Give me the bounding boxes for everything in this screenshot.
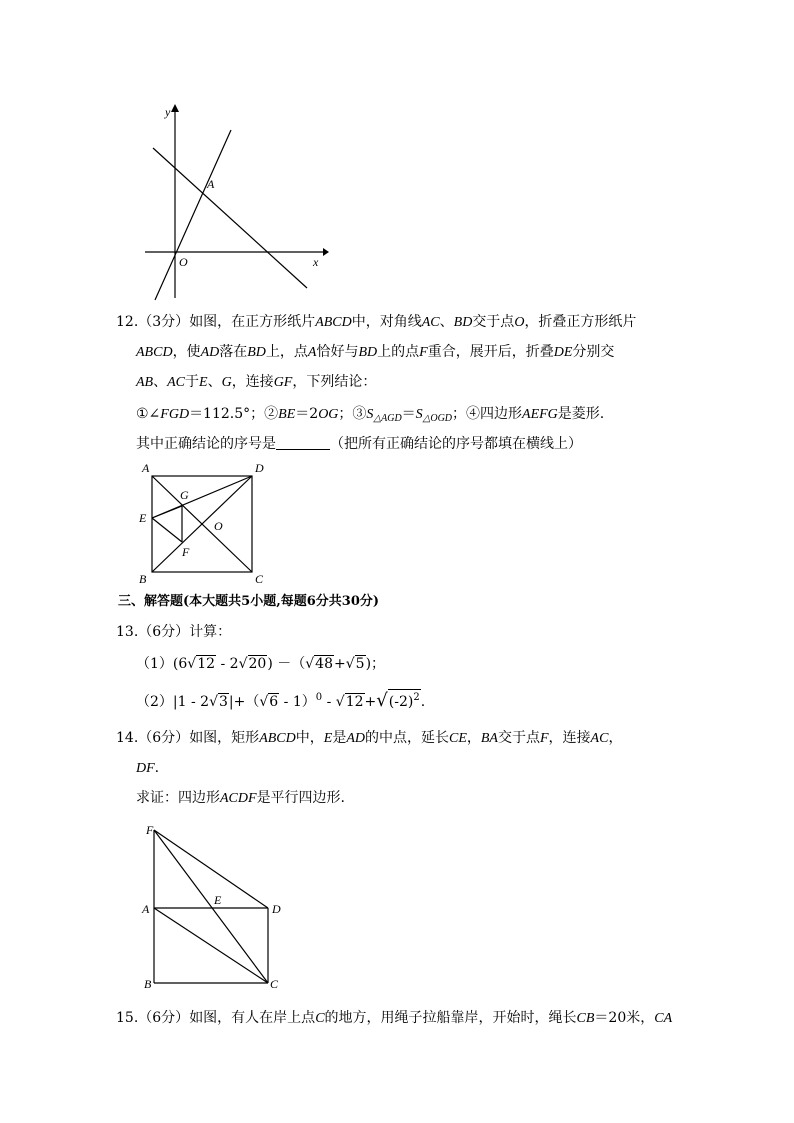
segment-eg [152,506,182,518]
label-o: O [214,519,223,533]
label-g: G [180,488,189,502]
coordinate-figure [135,100,335,305]
label-d: D [255,461,264,475]
q14-line-1: 14.（6分）如图，矩形ABCD中，E是AD的中点，延长CE，BA交于点F，连接AC， [116,730,623,746]
q12-line-1: 12.（3分）如图，在正方形纸片ABCD中，对角线AC、BD交于点O，折叠正方形纸片 [116,314,637,330]
label-a: A [142,461,150,475]
q15-line-1: 15.（6分）如图，有人在岸上点C的地方，用绳子拉船靠岸，开始时，绳长CB＝20米，CA [116,1010,673,1026]
segment-fc [154,830,268,983]
q12-line-2: ABCD，使AD落在BD上，点A恰好与BD上的点F重合，展开后，折叠DE分别交 [136,344,615,360]
segment-ac [154,908,268,983]
q12-line-5: 其中正确结论的序号是 （把所有正确结论的序号都填在横线上） [136,436,582,452]
label-b: B [144,977,152,991]
answer-blank[interactable] [276,435,330,450]
label-d: D [272,902,281,916]
label-f: F [146,823,154,837]
descending-line [153,148,307,288]
q13-line-1: 13.（6分）计算： [116,624,232,640]
segment-ef [152,518,182,542]
q14-line-2: DF. [136,760,160,776]
q14-line-3: 求证：四边形ACDF是平行四边形. [136,790,346,806]
label-e: E [139,511,147,525]
label-c: C [255,572,264,586]
y-axis-arrow [171,104,179,112]
section-heading: 三、解答题(本大题共5小题,每题6分共30分) [118,594,380,609]
origin-label: O [179,255,188,269]
rectangle-figure [136,818,296,996]
x-axis-arrow [323,248,329,256]
label-b: B [139,572,147,586]
y-label: y [165,105,171,119]
q13-part-1: （1）(6√12 - 2√20) －（√48+√5)； [136,656,386,672]
q12-line-4: ①∠FGD＝112.5°；②BE＝2OG；$③S_{\triangle AGD}=S_{\triangle OGD}$；④四边形AEFG是菱形. [136,406,605,424]
square-fold-figure [132,456,272,586]
label-e: E [214,893,222,907]
q12-line-3: AB、AC于E、G，连接GF，下列结论： [136,374,377,390]
point-a-label: A [207,177,215,191]
label-f: F [182,545,190,559]
x-label: x [313,255,319,269]
label-c: C [270,977,279,991]
steep-line [155,130,231,300]
label-a: A [142,902,150,916]
q13-part-2: $(2)|1 - 2√3|+(√6 - 1)^0 - √12+√(-2)^2$. [136,690,426,711]
segment-fd [154,830,268,908]
